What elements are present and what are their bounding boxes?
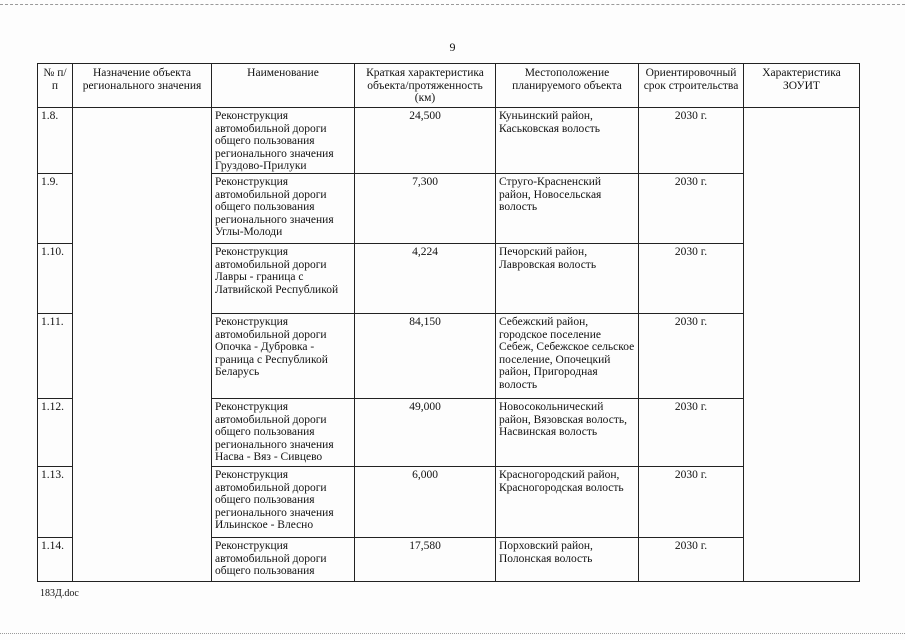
- table-row: [38, 108, 860, 174]
- scan-edge-bottom: [0, 633, 905, 634]
- header-characteristic: Краткая характеристика объекта/протяженность (км): [355, 64, 496, 108]
- header-purpose: Назначение объекта регионального значения: [73, 64, 212, 108]
- row-number: 1.10.: [38, 243, 73, 313]
- object-name: Реконструкция автомобильной дороги Опочка - Дубровка - граница с Республикой Беларусь: [212, 313, 355, 398]
- construction-term: 2030 г.: [639, 313, 744, 398]
- object-length: 84,150: [355, 313, 496, 398]
- construction-term: 2030 г.: [639, 108, 744, 174]
- object-length: 17,580: [355, 537, 496, 581]
- document-filename: 183Д.doc: [40, 588, 79, 599]
- row-number: 1.11.: [38, 313, 73, 398]
- object-location: Новосокольнический район, Вязовская волость, Насвинская волость: [496, 398, 639, 466]
- object-location: Печорский район, Лавровская волость: [496, 243, 639, 313]
- page-number: 9: [449, 40, 456, 54]
- scan-edge-top: [0, 4, 905, 5]
- object-name: Реконструкция автомобильной дороги общего пользования регионального значения Углы-Молоди: [212, 173, 355, 243]
- header-num: № п/п: [38, 64, 73, 108]
- row-number: 1.8.: [38, 108, 73, 174]
- row-number: 1.12.: [38, 398, 73, 466]
- object-length: 7,300: [355, 173, 496, 243]
- row-number: 1.13.: [38, 466, 73, 537]
- object-name: Реконструкция автомобильной дороги общего пользования регионального значения Насва - Вяз - Сивцево: [212, 398, 355, 466]
- header-location: Местоположение планируемого объекта: [496, 64, 639, 108]
- object-location: Красногородский район, Красногородская волость: [496, 466, 639, 537]
- object-length: 49,000: [355, 398, 496, 466]
- construction-term: 2030 г.: [639, 398, 744, 466]
- construction-term: 2030 г.: [639, 243, 744, 313]
- construction-term: 2030 г.: [639, 466, 744, 537]
- header-zouit: Характеристика ЗОУИТ: [744, 64, 860, 108]
- construction-term: 2030 г.: [639, 173, 744, 243]
- object-length: 24,500: [355, 108, 496, 174]
- construction-term: 2030 г.: [639, 537, 744, 581]
- object-location: Порховский район, Полонская волость: [496, 537, 639, 581]
- purpose-cell: [73, 108, 212, 582]
- zouit-cell: [744, 108, 860, 582]
- object-name: Реконструкция автомобильной дороги общего пользования регионального значения Ильинское - Влесно: [212, 466, 355, 537]
- header-term: Ориентировочный срок строительства: [639, 64, 744, 108]
- object-name: Реконструкция автомобильной дороги общего пользования: [212, 537, 355, 581]
- object-length: 4,224: [355, 243, 496, 313]
- object-length: 6,000: [355, 466, 496, 537]
- object-location: Куньинский район, Каськовская волость: [496, 108, 639, 174]
- header-name: Наименование: [212, 64, 355, 108]
- objects-table: [37, 63, 860, 582]
- row-number: 1.14.: [38, 537, 73, 581]
- table-header-row: [38, 64, 860, 108]
- object-location: Себежский район, городское поселение Себеж, Себежское сельское поселение, Опочецкий район, Пригородная волость: [496, 313, 639, 398]
- object-name: Реконструкция автомобильной дороги общего пользования регионального значения Груздово-Прилуки: [212, 108, 355, 174]
- object-name: Реконструкция автомобильной дороги Лавры - граница с Латвийской Республикой: [212, 243, 355, 313]
- row-number: 1.9.: [38, 173, 73, 243]
- object-location: Струго-Красненский район, Новосельская волость: [496, 173, 639, 243]
